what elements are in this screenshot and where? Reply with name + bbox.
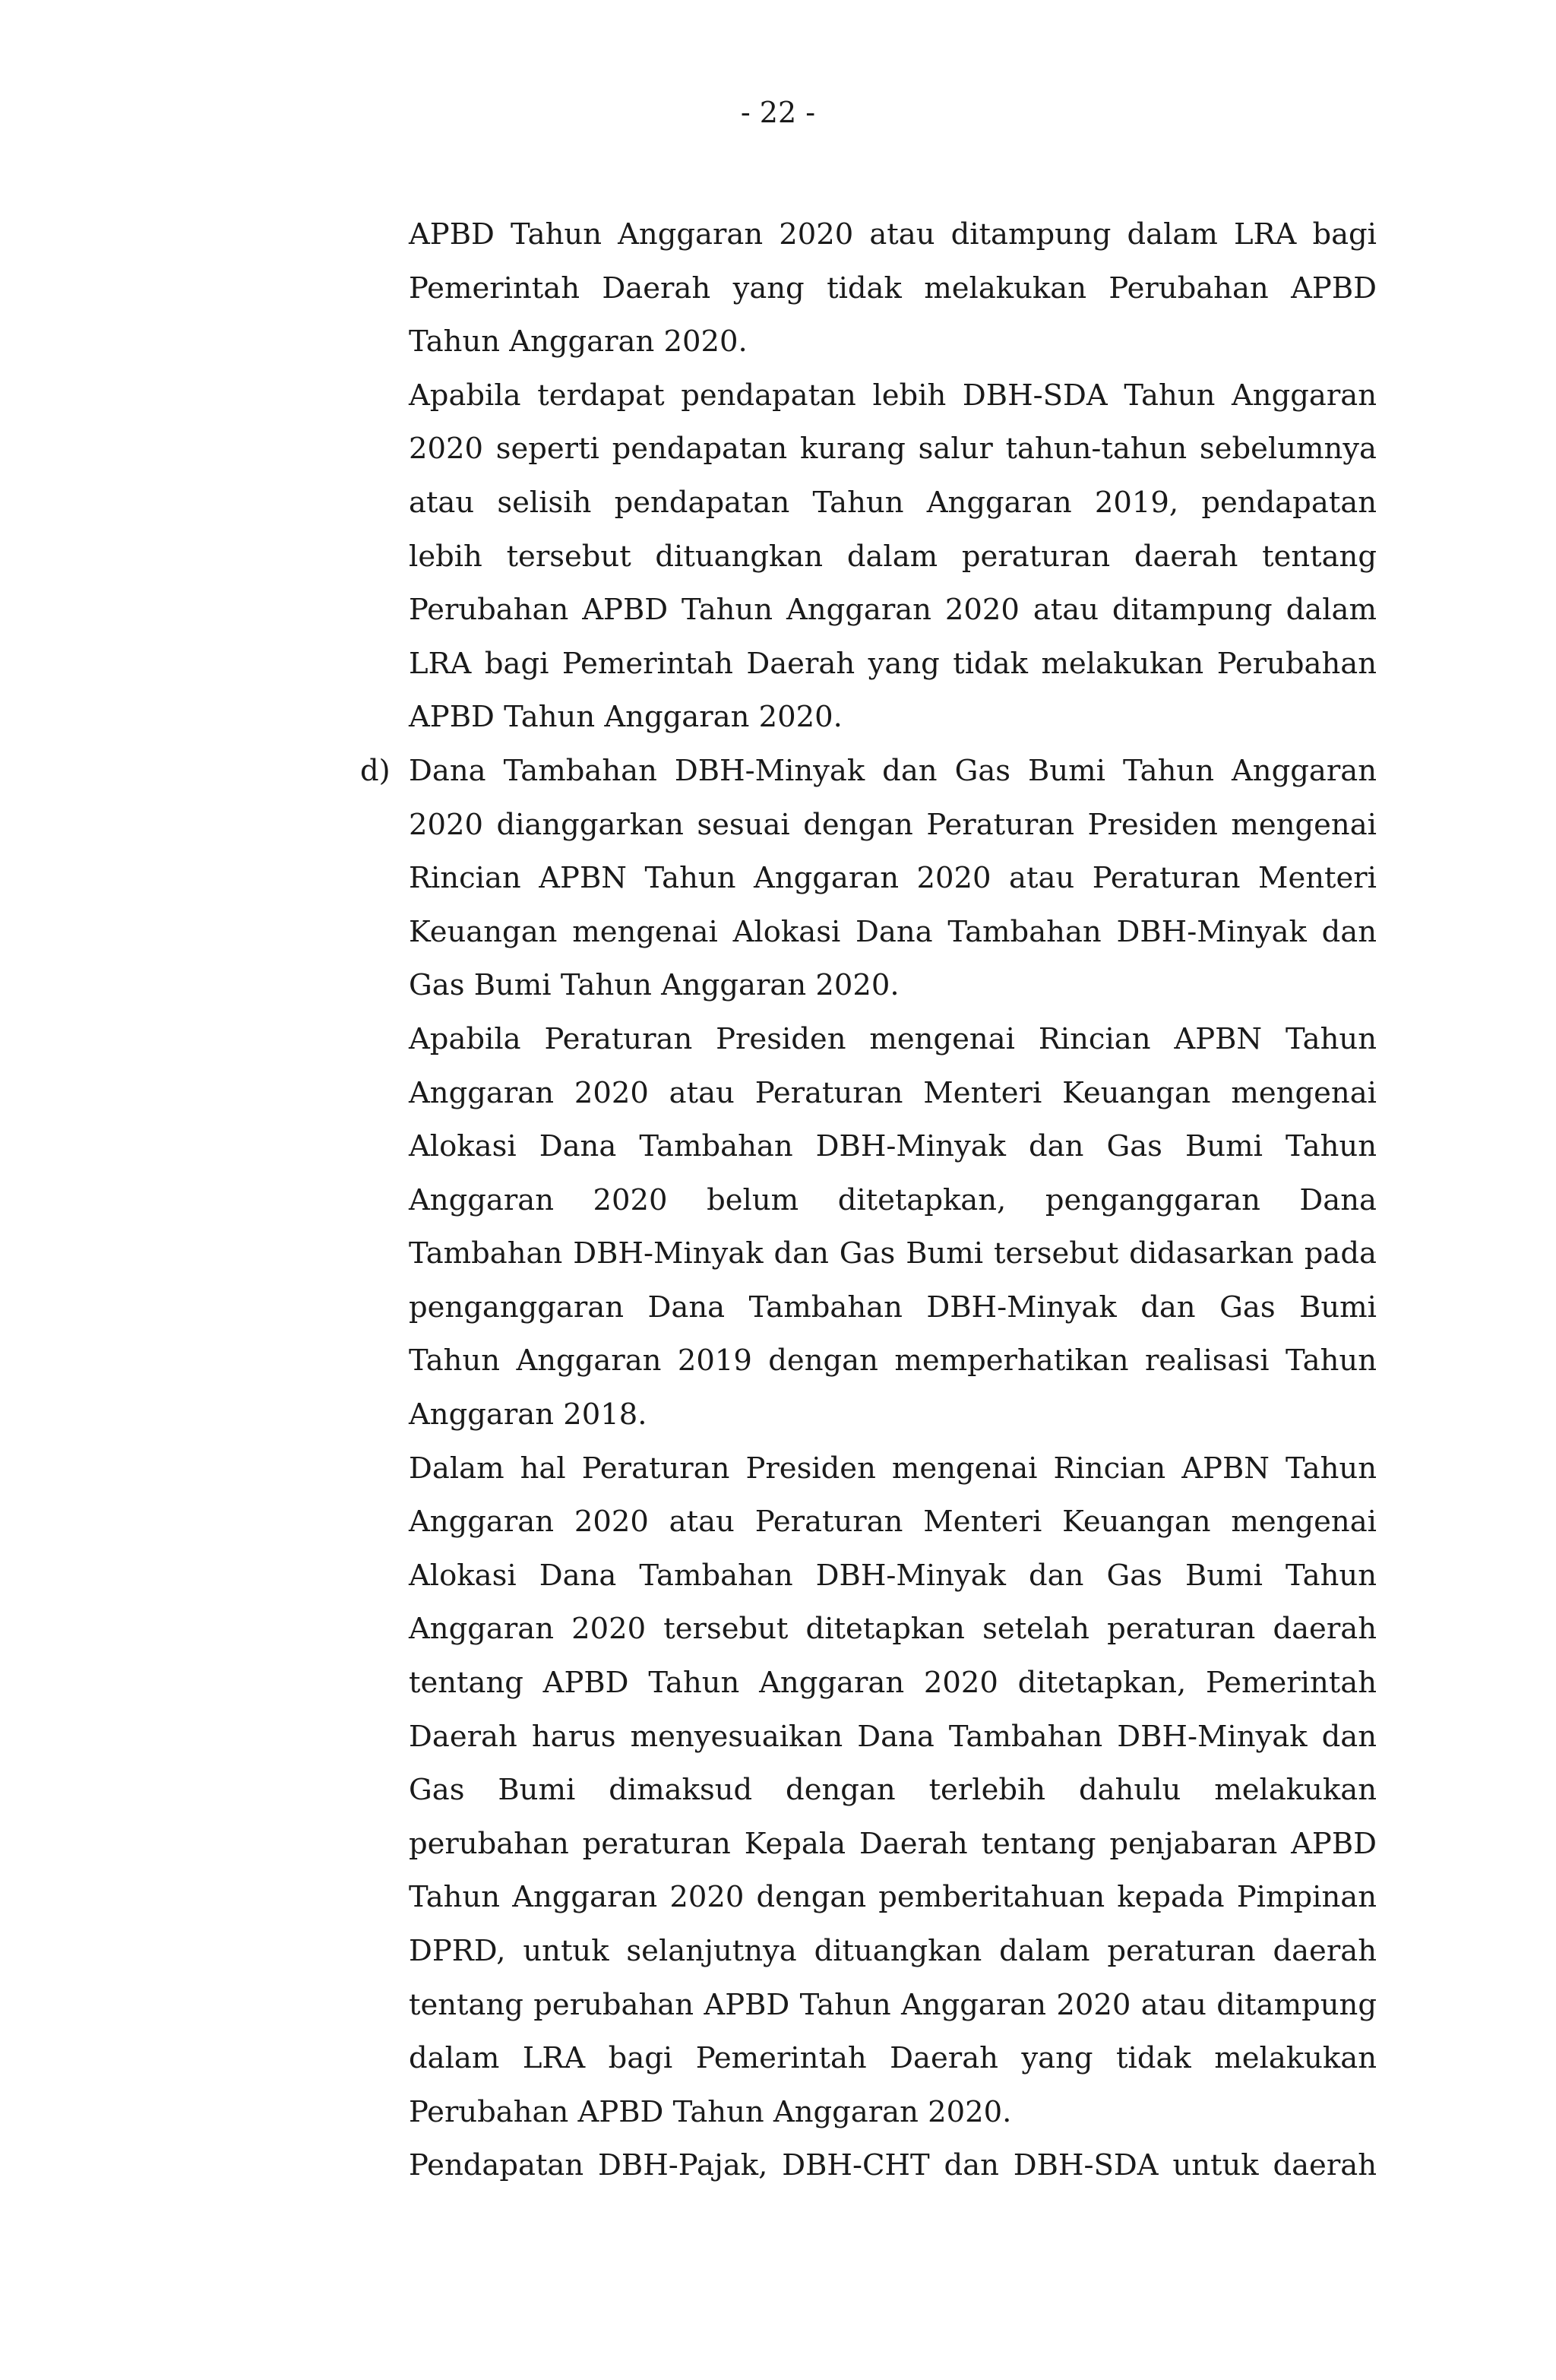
paragraph-pendapatan-dbh-continued: Pendapatan DBH-Pajak, DBH-CHT dan DBH-SDA untuk daerah bbox=[409, 2148, 1377, 2183]
page-number: - 22 - bbox=[740, 96, 816, 129]
paragraph-setelah-ditetapkan: Dalam hal Peraturan Presiden mengenai Rincian APBN Tahun Anggaran 2020 atau Peraturan Menteri Keuangan mengenai Alokasi Dana Tambahan DBH-Minyak dan Gas Bumi Tahun Anggaran 2020 tersebut ditetapkan setelah peraturan daerah tentang APBD Tahun Anggaran 2020 ditetapkan, Pemerintah Daerah harus menyesuaikan Dana Tambahan DBH-Minyak dan Gas Bumi dimaksud dengan terlebih dahulu melakukan perubahan peraturan Kepala Daerah tentang penjabaran APBD Tahun Anggaran 2020 dengan pemberitahuan kepada Pimpinan DPRD, untuk selanjutnya dituangkan dalam peraturan daerah tentang perubahan APBD Tahun Anggaran 2020 atau ditampung dalam LRA bagi Pemerintah Daerah yang tidak melakukan Perubahan APBD Tahun Anggaran 2020. bbox=[409, 1451, 1377, 2129]
list-item-d bbox=[360, 745, 1377, 2193]
body-text bbox=[360, 208, 1377, 2193]
paragraph-apbd-continuation: APBD Tahun Anggaran 2020 atau ditampung dalam LRA bagi Pemerintah Daerah yang tidak melakukan Perubahan APBD Tahun Anggaran 2020. bbox=[409, 217, 1377, 359]
paragraph-belum-ditetapkan: Apabila Peraturan Presiden mengenai Rincian APBN Tahun Anggaran 2020 atau Peraturan Menteri Keuangan mengenai Alokasi Dana Tambahan DBH-Minyak dan Gas Bumi Tahun Anggaran 2020 belum ditetapkan, penganggaran Dana Tambahan DBH-Minyak dan Gas Bumi tersebut didasarkan pada penganggaran Dana Tambahan DBH-Minyak dan Gas Bumi Tahun Anggaran 2019 dengan memperhatikan realisasi Tahun Anggaran 2018. bbox=[409, 1021, 1377, 1432]
paragraph-pendapatan-lebih-dbh-sda: Apabila terdapat pendapatan lebih DBH-SDA Tahun Anggaran 2020 seperti pendapatan kurang salur tahun-tahun sebelumnya atau selisih pendapatan Tahun Anggaran 2019, pendapatan lebih tersebut dituangkan dalam peraturan daerah tentang Perubahan APBD Tahun Anggaran 2020 atau ditampung dalam LRA bagi Pemerintah Daerah yang tidak melakukan Perubahan APBD Tahun Anggaran 2020. bbox=[409, 378, 1377, 735]
list-item-marker: d) bbox=[360, 753, 391, 788]
paragraph-dana-tambahan-dbh-migas: Dana Tambahan DBH-Minyak dan Gas Bumi Tahun Anggaran 2020 dianggarkan sesuai dengan Peraturan Presiden mengenai Rincian APBN Tahun Anggaran 2020 atau Peraturan Menteri Keuangan mengenai Alokasi Dana Tambahan DBH-Minyak dan Gas Bumi Tahun Anggaran 2020. bbox=[409, 753, 1377, 1003]
